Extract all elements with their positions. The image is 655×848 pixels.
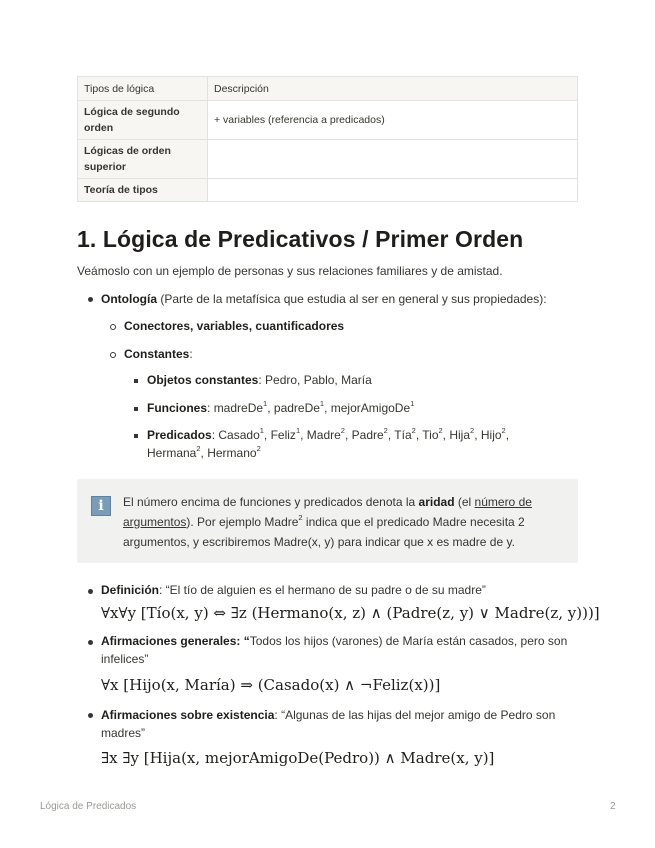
predicates-item: Predicados: Casado$^1$, Feliz$^1$, Madre$^2$, Padre$^2$, Tía$^2$, Tio$^2$, Hija$^2$, Hijo$^2$, Hermana$^2$, Hermano$^2$	[147, 426, 510, 460]
ontology-text: (Parte de la metafísica que estudia al ser en general y sus propiedades):	[157, 292, 547, 306]
callout-bold: aridad	[418, 495, 455, 509]
info-icon: i	[91, 496, 111, 516]
callout-text-part: indica que el predicado Madre necesita 2 argumentos, y escribiremos Madre(x, y) para indicar que x es madre de y.	[123, 515, 525, 549]
bullet-dot	[88, 640, 93, 645]
general-item	[101, 632, 581, 668]
callout-text-part: (el	[454, 495, 475, 509]
predicate-name: Tio	[422, 428, 439, 442]
function-name: mejorAmigoDe	[330, 401, 411, 415]
table-cell	[208, 140, 578, 179]
table-header-row	[78, 77, 578, 101]
ontology-label: Ontología	[101, 292, 157, 306]
info-callout	[77, 479, 578, 563]
definition-label: Definición	[101, 583, 160, 597]
callout-text-part: ). Por ejemplo Madre	[186, 515, 299, 529]
table-row	[78, 140, 578, 179]
predicate-name: Madre	[306, 428, 341, 442]
predicate-arity: 2	[256, 444, 261, 453]
general-formula: ∀x [Hijo(x, María) ⇒ (Casado(x) ∧ ¬Feliz(x))]	[101, 676, 441, 694]
table-cell: + variables (referencia a predicados)	[208, 101, 578, 140]
general-label: Afirmaciones generales: “	[101, 634, 250, 648]
bullet-dot	[88, 589, 93, 594]
callout-text	[123, 492, 563, 552]
predicate-name: Casado	[218, 428, 260, 442]
predicate-arity: 1	[295, 426, 301, 435]
predicate	[422, 428, 442, 442]
footer-title: Lógica de Predicados	[40, 801, 137, 812]
function-arity: 1	[319, 399, 325, 408]
connectives-label: Conectores, variables, cuantificadores	[124, 319, 345, 333]
connectives-item	[124, 317, 344, 335]
functions-label: Funciones	[147, 401, 208, 415]
functions-item: Funciones: madreDe$^1$, padreDe$^1$, mejorAmigoDe$^1$	[147, 399, 415, 415]
predicate-arity: 1	[259, 426, 264, 435]
predicate	[352, 428, 388, 442]
section-heading: 1. Lógica de Predicativos / Primer Orden	[77, 226, 524, 252]
predicate-name: Tía	[394, 428, 412, 442]
predicate-arity: 2	[196, 444, 201, 453]
predicate-arity: 2	[383, 426, 388, 435]
ontology-item	[101, 290, 581, 308]
table-cell: Lógica de segundo orden	[78, 101, 208, 140]
bullet-square	[134, 407, 138, 411]
function	[274, 401, 324, 415]
objects-label: Objetos constantes	[147, 373, 259, 387]
constants-label: Constantes	[124, 347, 190, 361]
arity-superscript: 2	[298, 513, 303, 522]
existence-item	[101, 706, 581, 742]
function-arity: 1	[263, 399, 268, 408]
arity-link[interactable]: número de argumentos	[123, 495, 532, 529]
logic-types-table	[77, 76, 578, 202]
definition-formula: ∀x∀y [Tío(x, y) ⇔ ∃z (Hermano(x, z) ∧ (Padre(z, y) ∨ Madre(z, y)))]	[101, 604, 600, 622]
general-text: Todos los hijos (varones) de María están casados, pero son infelices”	[101, 634, 568, 666]
table-header-cell: Descripción	[208, 77, 578, 101]
table-row	[78, 101, 578, 140]
predicate	[394, 428, 416, 442]
functions-list: madreDe$^1$, padreDe$^1$, mejorAmigoDe$^1$	[213, 399, 415, 415]
predicate-name: Hermano	[207, 446, 257, 460]
predicate	[218, 428, 264, 442]
table-cell	[208, 179, 578, 202]
objects-item	[147, 371, 372, 389]
predicate	[449, 428, 474, 442]
predicate-name: Hijo	[480, 428, 502, 442]
predicate-name: Hija	[449, 428, 471, 442]
existence-formula: ∃x ∃y [Hija(x, mejorAmigoDe(Pedro)) ∧ Madre(x, y)]	[101, 749, 495, 767]
function-name: madreDe	[213, 401, 264, 415]
table-row	[78, 179, 578, 202]
table-cell: Lógicas de orden superior	[78, 140, 208, 179]
table-header-cell: Tipos de lógica	[78, 77, 208, 101]
predicate-arity: 2	[501, 426, 506, 435]
predicate-arity: 2	[340, 426, 345, 435]
function-arity: 1	[410, 399, 415, 408]
constants-suffix: :	[189, 347, 193, 361]
objects-text: : Pedro, Pablo, María	[258, 373, 372, 387]
page-number: 2	[610, 801, 616, 812]
existence-label: Afirmaciones sobre existencia	[101, 708, 275, 722]
existence-text: : “Algunas de las hijas del mejor amigo de Pedro son madres”	[101, 708, 556, 740]
predicate	[147, 446, 201, 460]
definition-text: : “El tío de alguien es el hermano de su padre o de su madre”	[159, 583, 486, 597]
table-cell: Teoría de tipos	[78, 179, 208, 202]
bullet-circle	[110, 352, 116, 358]
predicate-name: Padre	[351, 428, 384, 442]
predicate-arity: 2	[438, 426, 443, 435]
bullet-square	[134, 434, 138, 438]
function-name: padreDe	[273, 401, 320, 415]
predicate	[481, 428, 506, 442]
predicate-name: Feliz	[270, 428, 296, 442]
predicate-arity: 2	[470, 426, 475, 435]
function	[331, 401, 415, 415]
bullet-dot	[88, 297, 93, 302]
predicates-list: Casado$^1$, Feliz$^1$, Madre$^2$, Padre$^2$, Tía$^2$, Tio$^2$, Hija$^2$, Hijo$^2$, Hermana$^2$, Hermano$^2$	[147, 426, 510, 460]
predicate	[271, 428, 301, 442]
function	[214, 401, 268, 415]
predicate-arity: 2	[411, 426, 416, 435]
predicate-name: Hermana	[147, 446, 197, 460]
bullet-circle	[110, 324, 116, 330]
predicate	[207, 446, 261, 460]
definition-item	[101, 581, 581, 599]
bullet-square	[134, 379, 138, 383]
predicates-label: Predicados	[147, 428, 212, 442]
intro-paragraph: Veámoslo con un ejemplo de personas y sus relaciones familiares y de amistad.	[77, 264, 503, 278]
constants-item	[124, 345, 193, 363]
bullet-dot	[88, 713, 93, 718]
callout-text-part: El número encima de funciones y predicados denota la	[123, 495, 419, 509]
predicate	[307, 428, 345, 442]
